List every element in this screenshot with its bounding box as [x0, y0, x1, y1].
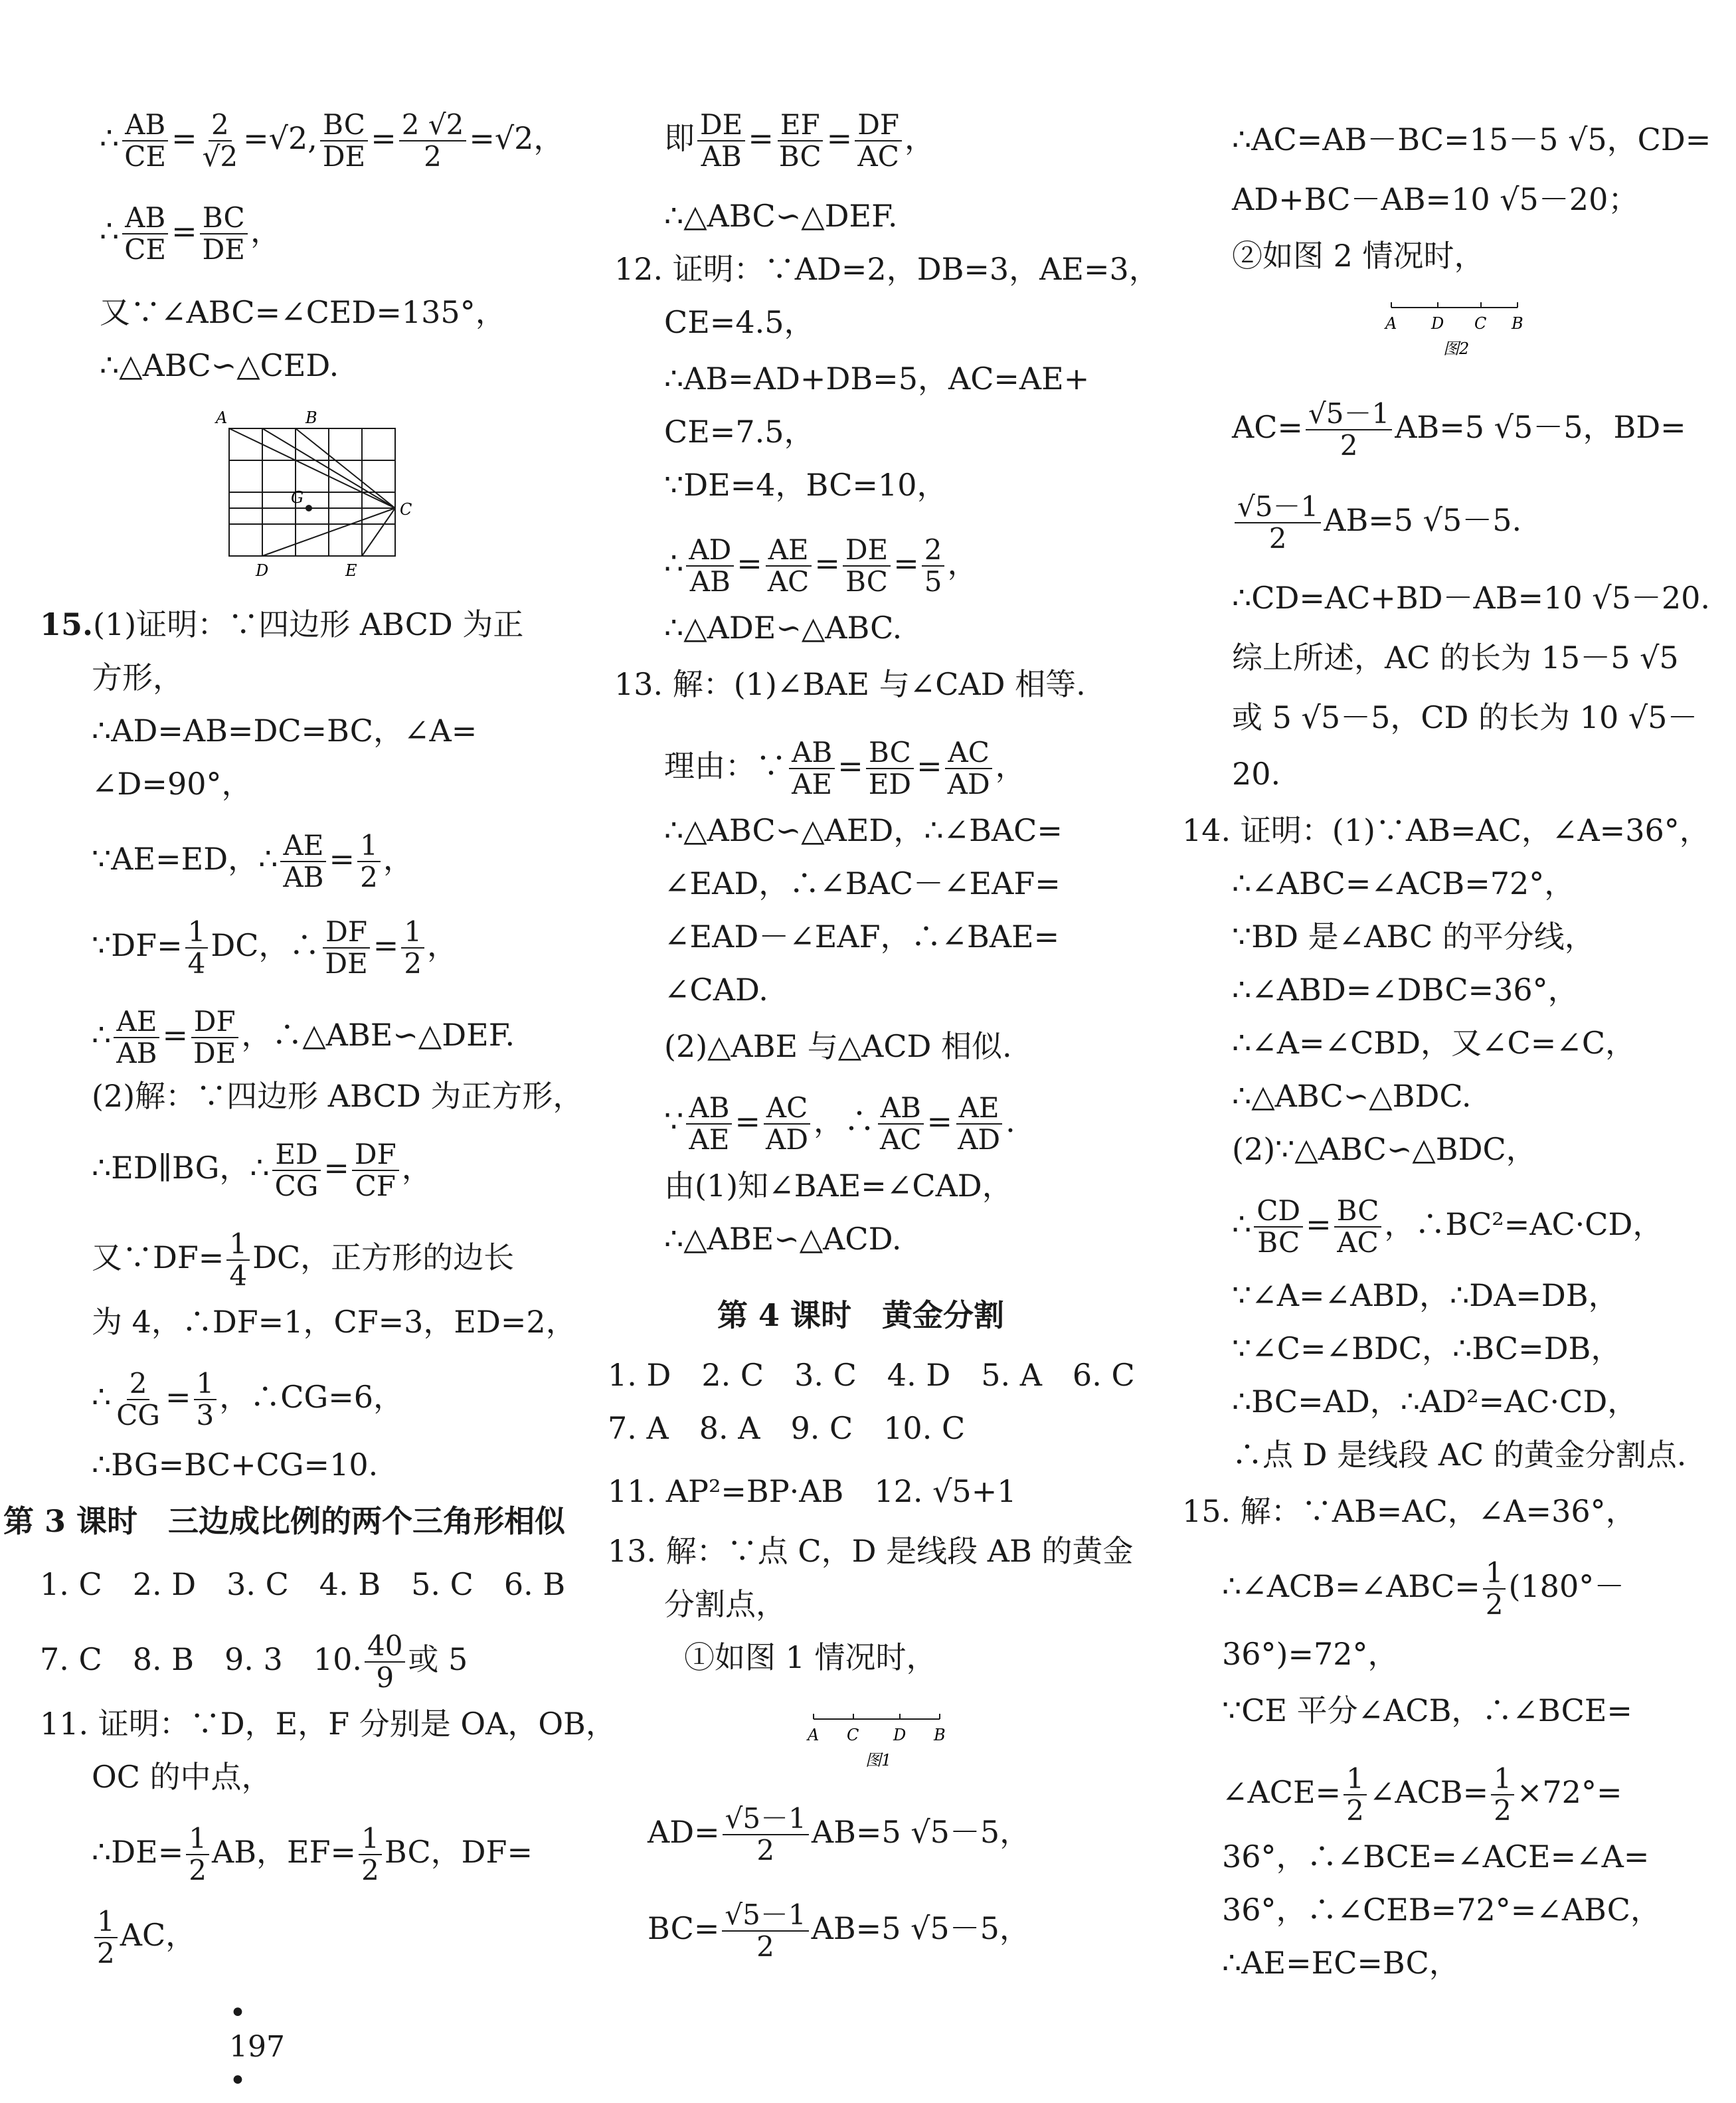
c3-line-5: $\frac{√5-1}{2}$ AB=5 √5－5. — [1232, 492, 1521, 554]
fraction: $\frac{AB}{AE}$ — [686, 1093, 732, 1155]
c2-line-1: 即 $\frac{DE}{AB}$ = $\frac{EF}{BC}$ = $\frac{DF}{AC}$ ， — [664, 108, 936, 173]
fraction: $\frac{EF}{BC}$ — [776, 110, 824, 172]
c2-line-6: CE=7.5， — [664, 414, 815, 450]
fraction: $\frac{BC}{AC}$ — [1334, 1196, 1382, 1258]
c1-line-14: 又∵DF= $\frac{1}{4}$ DC，正方形的边长 — [92, 1228, 515, 1292]
c3-line-23: ∴∠ACB=∠ABC= $\frac{1}{2}$ (180°－ — [1222, 1556, 1625, 1621]
label-A: A — [216, 409, 228, 427]
fraction: $\frac{BC}{ED}$ — [866, 737, 914, 800]
c3-line-29: ∴AE=EC=BC， — [1222, 1945, 1460, 1981]
fraction: $\frac{DF}{DE}$ — [191, 1006, 238, 1069]
c3-problem-15: 15. 解：∵AB=AC，∠A=36°， — [1182, 1493, 1636, 1529]
c1-line-6: 方形， — [92, 660, 183, 695]
fraction: $\frac{√5-1}{2}$ — [722, 1900, 808, 1962]
fraction: $\frac{1}{2}$ — [1483, 1558, 1506, 1620]
fraction: $\frac{BC}{DE}$ — [200, 203, 248, 265]
fraction: $\frac{AE}{AD}$ — [955, 1093, 1003, 1155]
fraction: $\frac{2}{5}$ — [922, 535, 945, 597]
fraction: $\frac{1}{2}$ — [94, 1906, 118, 1969]
fraction: $\frac{AE}{AB}$ — [280, 830, 326, 893]
fraction: $\frac{2}{√2}$ — [202, 108, 238, 173]
fraction: $\frac{1}{2}$ — [359, 1823, 382, 1886]
fig2-label-D: D — [1431, 314, 1444, 333]
c2-line-22: ①如图 1 情况时， — [684, 1639, 937, 1675]
c3-line-27: 36°，∴∠BCE=∠ACE=∠A= — [1222, 1839, 1650, 1874]
figure-2 — [1381, 289, 1534, 362]
c1-line-16: ∴ $\frac{2}{CG}$ = $\frac{1}{3}$ ，∴CG=6， — [92, 1367, 404, 1431]
c1-problem-15: 15.(1)证明：∵四边形 ABCD 为正 — [40, 606, 524, 642]
fraction: $\frac{DF}{CF}$ — [352, 1139, 399, 1202]
c3-line-7: 综上所述，AC 的长为 15－5 √5 — [1232, 640, 1679, 676]
c2-line-11: 理由：∵ $\frac{AB}{AE}$ = $\frac{BC}{ED}$ = $\frac{AC}{AD}$ ， — [664, 736, 1026, 800]
figure-1 — [804, 1700, 956, 1774]
fraction: $\frac{AB}{CE}$ — [122, 203, 169, 265]
fig2-label-B: B — [1512, 314, 1523, 333]
c2-line-2: ∴△ABC∽△DEF. — [664, 198, 898, 234]
section-3-heading: 第 3 课时 三边成比例的两个三角形相似 — [3, 1503, 566, 1539]
c3-line-13: ∴∠ABD=∠DBC=36°， — [1232, 972, 1579, 1008]
c2-line-4: CE=4.5， — [664, 304, 815, 340]
c2-line-24: BC= $\frac{√5-1}{2}$ AB=5 √5－5， — [648, 1898, 1030, 1963]
c3-line-28: 36°，∴∠CEB=72°=∠ABC， — [1222, 1892, 1661, 1928]
fraction: $\frac{DF}{DE}$ — [322, 917, 370, 979]
c3-line-16: (2)∵△ABC∽△BDC， — [1232, 1131, 1537, 1167]
label-G: G — [291, 488, 304, 507]
fraction: $\frac{ED}{CG}$ — [272, 1139, 321, 1202]
c3-line-2: AD+BC－AB=10 √5－20； — [1232, 181, 1639, 217]
fraction: $\frac{1}{3}$ — [194, 1368, 217, 1431]
c3-line-1: ∴AC=AB－BC=15－5 √5，CD= — [1232, 122, 1711, 157]
c2-line-8: ∴ $\frac{AD}{AB}$ = $\frac{AE}{AC}$ = $\frac{DE}{BC}$ = $\frac{2}{5}$ ， — [664, 533, 978, 598]
c3-line-24: 36°)=72°， — [1222, 1636, 1399, 1672]
fraction: $\frac{AB}{AC}$ — [877, 1093, 924, 1155]
c3-line-20: ∴BC=AD，∴AD²=AC·CD， — [1232, 1384, 1638, 1419]
c3-line-21: ∴点 D 是线段 AC 的黄金分割点. — [1232, 1437, 1687, 1473]
fraction: $\frac{1}{4}$ — [226, 1229, 250, 1291]
fraction: $\frac{1}{2}$ — [357, 830, 381, 893]
label-C: C — [400, 500, 412, 519]
c3-line-17: ∴ $\frac{CD}{BC}$ = $\frac{BC}{AC}$ ，∴BC²=AC·CD， — [1232, 1194, 1664, 1259]
c1-line-13: ∴ED∥BG，∴ $\frac{ED}{CG}$ = $\frac{DF}{CF}$ ， — [92, 1138, 432, 1202]
c3-line-12: ∵BD 是∠ABC 的平分线， — [1232, 919, 1595, 955]
fraction: $\frac{√5-1}{2}$ — [1235, 492, 1321, 554]
c2-line-23: AD= $\frac{√5-1}{2}$ AB=5 √5－5， — [648, 1802, 1031, 1867]
c3-line-8: 或 5 √5－5，CD 的长为 10 √5－ — [1232, 699, 1698, 735]
fraction: $\frac{CD}{BC}$ — [1254, 1196, 1303, 1258]
answers-row-1: 1. C 2. D 3. C 4. B 5. C 6. B — [40, 1566, 566, 1602]
c2-line-7: ∵DE=4，BC=10， — [664, 467, 948, 503]
c3-line-9: 20. — [1232, 756, 1281, 792]
section-4-heading: 第 4 课时 黄金分割 — [717, 1297, 1005, 1333]
c1-line-7: ∴AD=AB=DC=BC，∠A= — [92, 713, 477, 749]
c2-line-9: ∴△ADE∽△ABC. — [664, 610, 903, 646]
c3-problem-14: 14. 证明：(1)∵AB=AC，∠A=36°， — [1182, 812, 1710, 848]
fraction: $\frac{40}{9}$ — [365, 1631, 405, 1693]
c2-line-14: ∠EAD－∠EAF，∴∠BAE= — [664, 919, 1060, 955]
page-number: • 197 • — [229, 1996, 285, 2098]
c2-line-19: ∴△ABE∽△ACD. — [664, 1221, 902, 1257]
answers-row-2: 7. C 8. B 9. 3 10. $\frac{40}{9}$ 或 5 — [40, 1629, 468, 1694]
fraction: $\frac{AB}{CE}$ — [122, 110, 169, 172]
fraction: $\frac{1}{2}$ — [186, 1823, 209, 1886]
c1-line-9: ∵AE=ED，∴ $\frac{AE}{AB}$ = $\frac{1}{2}$ ， — [92, 829, 414, 893]
c2-line-17: ∵ $\frac{AB}{AE}$ = $\frac{AC}{AD}$ ，∴ $\frac{AB}{AC}$ = $\frac{AE}{AD}$ . — [664, 1091, 1015, 1156]
c3-line-3: ②如图 2 情况时， — [1232, 238, 1485, 274]
c2-problem-12: 12. 证明：∵AD=2，DB=3，AE=3， — [614, 251, 1160, 287]
c3-line-4: AC= $\frac{√5-1}{2}$ AB=5 √5－5，BD= — [1232, 397, 1686, 462]
fig1-label-D: D — [893, 1726, 907, 1744]
c2-answers-row-2: 7. A 8. A 9. C 10. C — [608, 1410, 966, 1446]
c1-line-8: ∠D=90°， — [92, 766, 252, 802]
label-D: D — [256, 561, 269, 580]
c2-answers-row-3: 11. AP²=BP·AB 12. √5+1 — [608, 1473, 1017, 1509]
c1-line-17: ∴BG=BC+CG=10. — [92, 1447, 379, 1483]
c1-line-19: OC 的中点， — [92, 1759, 272, 1795]
fraction: $\frac{AC}{AD}$ — [945, 737, 993, 800]
fraction: $\frac{AE}{AC}$ — [765, 535, 812, 597]
c2-problem-13b: 13. 解：∵点 C，D 是线段 AB 的黄金 — [608, 1533, 1134, 1569]
fraction: $\frac{2 √2}{2}$ — [399, 110, 467, 172]
c3-line-11: ∴∠ABC=∠ACB=72°， — [1232, 866, 1575, 901]
fig1-label-A: A — [808, 1726, 820, 1744]
label-E: E — [345, 561, 357, 580]
c1-line-2: ∴ $\frac{AB}{CE}$ = $\frac{BC}{DE}$ ， — [100, 201, 281, 266]
fraction: $\frac{BC}{DE}$ — [320, 110, 368, 172]
c2-line-5: ∴AB=AD+DB=5，AC=AE+ — [664, 361, 1090, 397]
fraction: $\frac{AB}{AE}$ — [789, 737, 835, 800]
c1-line-20: ∴DE= $\frac{1}{2}$ AB，EF= $\frac{1}{2}$ BC，DF= — [92, 1822, 533, 1886]
c1-line-1: ∴ $\frac{AB}{CE}$ = $\frac{2}{√2}$ =√2, $\frac{BC}{DE}$ = $\frac{2 √2}{2}$ =√2， — [100, 108, 564, 173]
c3-line-18: ∵∠A=∠ABD，∴DA=DB， — [1232, 1277, 1619, 1313]
fraction: $\frac{DE}{AB}$ — [697, 110, 745, 172]
c3-line-6: ∴CD=AC+BD－AB=10 √5－20. — [1232, 580, 1710, 616]
c2-answers-row-1: 1. D 2. C 3. C 4. D 5. A 6. C — [608, 1357, 1135, 1393]
fig2-label-C: C — [1474, 314, 1487, 333]
c3-line-26: ∠ACE= $\frac{1}{2}$ ∠ACB= $\frac{1}{2}$ ×72°= — [1222, 1762, 1622, 1827]
fraction: $\frac{1}{2}$ — [1491, 1764, 1514, 1826]
fraction: $\frac{1}{4}$ — [185, 917, 209, 979]
fraction: $\frac{2}{CG}$ — [116, 1367, 160, 1431]
c1-problem-11: 11. 证明：∵D，E，F 分别是 OA，OB， — [40, 1706, 616, 1742]
c3-line-15: ∴△ABC∽△BDC. — [1232, 1078, 1472, 1114]
c1-line-11: ∴ $\frac{AE}{AB}$ = $\frac{DF}{DE}$ ，∴△ABE∽△DEF. — [92, 1005, 515, 1069]
c1-line-10: ∵DF= $\frac{1}{4}$ DC，∴ $\frac{DF}{DE}$ = $\frac{1}{2}$ ， — [92, 915, 458, 980]
c1-line-3: 又∵∠ABC=∠CED=135°， — [100, 294, 506, 330]
fraction: $\frac{AC}{AD}$ — [763, 1093, 811, 1155]
c1-line-4: ∴△ABC∽△CED. — [100, 347, 339, 383]
fraction: $\frac{√5-1}{2}$ — [1306, 399, 1392, 461]
label-B: B — [305, 409, 317, 427]
c2-line-12: ∴△ABC∽△AED，∴∠BAC= — [664, 812, 1063, 848]
fig2-caption: 图2 — [1443, 339, 1470, 358]
fraction: $\frac{√5-1}{2}$ — [723, 1803, 809, 1866]
fig1-caption: 图1 — [865, 1751, 892, 1770]
c2-line-21: 分割点， — [664, 1586, 786, 1622]
fraction: $\frac{DE}{BC}$ — [843, 535, 891, 597]
c1-line-21: $\frac{1}{2}$ AC， — [92, 1906, 196, 1969]
c2-problem-13: 13. 解：(1)∠BAE 与∠CAD 相等. — [614, 666, 1086, 702]
c3-line-25: ∵CE 平分∠ACB，∴∠BCE= — [1222, 1692, 1632, 1728]
fraction: $\frac{AD}{AB}$ — [686, 535, 734, 597]
c2-line-13: ∠EAD，∴∠BAC－∠EAF= — [664, 866, 1061, 901]
fig2-label-A: A — [1385, 314, 1397, 333]
fraction: $\frac{DF}{AC}$ — [855, 110, 902, 172]
fraction: $\frac{AE}{AB}$ — [114, 1006, 159, 1069]
c2-line-18: 由(1)知∠BAE=∠CAD， — [664, 1168, 1013, 1204]
c2-line-16: (2)△ABE 与△ACD 相似. — [664, 1028, 1012, 1064]
fig1-label-C: C — [847, 1726, 859, 1744]
fraction: $\frac{1}{2}$ — [401, 917, 424, 979]
fig1-label-B: B — [934, 1726, 946, 1744]
c1-line-15: 为 4，∴DF=1，CF=3，ED=2， — [92, 1304, 576, 1340]
grid-figure — [213, 402, 425, 581]
c1-line-12: (2)解：∵四边形 ABCD 为正方形， — [92, 1078, 584, 1114]
c3-line-19: ∵∠C=∠BDC，∴BC=DB， — [1232, 1330, 1622, 1366]
c2-line-15: ∠CAD. — [664, 972, 768, 1008]
c3-line-14: ∴∠A=∠CBD，又∠C=∠C， — [1232, 1025, 1636, 1061]
fraction: $\frac{1}{2}$ — [1344, 1764, 1367, 1826]
